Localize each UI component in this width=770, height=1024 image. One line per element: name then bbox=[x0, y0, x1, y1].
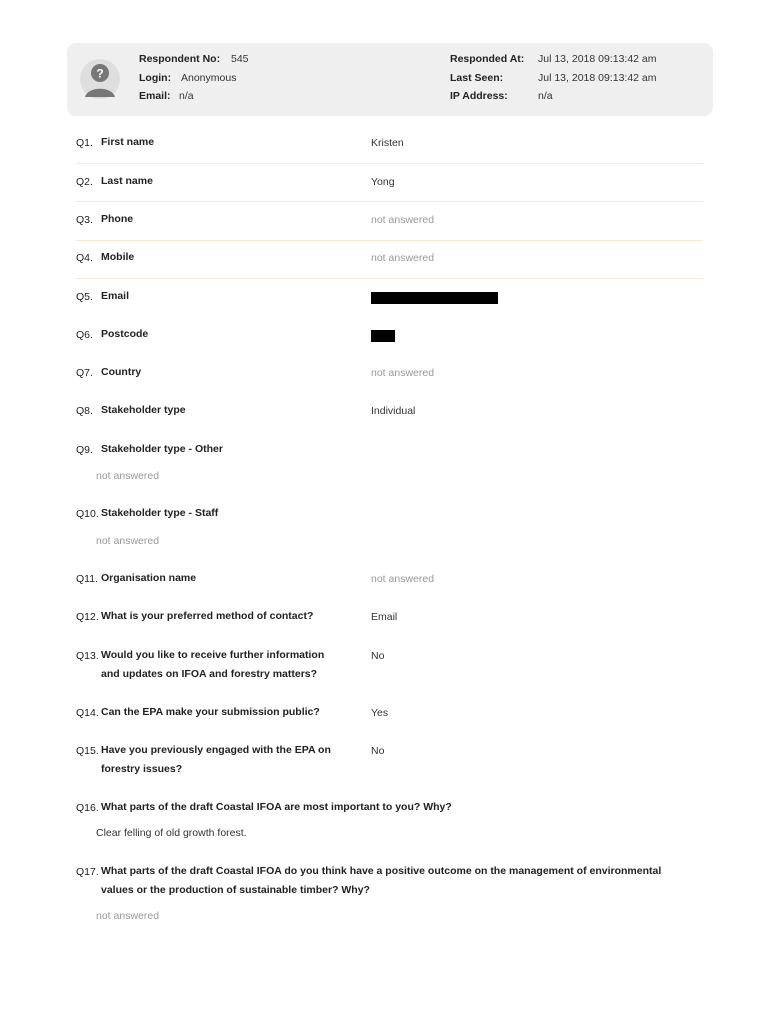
answer-value: No bbox=[371, 650, 385, 662]
answer-value: Clear felling of old growth forest. bbox=[96, 827, 247, 839]
row-divider bbox=[76, 163, 703, 164]
row-divider bbox=[76, 278, 703, 279]
row-divider bbox=[76, 201, 703, 202]
question-text bbox=[101, 646, 324, 684]
question-number: Q17. bbox=[76, 866, 99, 878]
login-value: Anonymous bbox=[181, 72, 237, 84]
question-text: Stakeholder type bbox=[101, 404, 186, 416]
answer-value: Kristen bbox=[371, 137, 404, 149]
question-number: Q9. bbox=[76, 444, 93, 456]
question-text: Postcode bbox=[101, 328, 149, 340]
ip-label: IP Address: bbox=[450, 90, 508, 102]
question-text-line: forestry issues? bbox=[101, 763, 183, 775]
ip-value: n/a bbox=[538, 90, 553, 102]
respondent-no-value: 545 bbox=[231, 53, 249, 65]
answer-value: not answered bbox=[371, 367, 435, 379]
question-text-line: What parts of the draft Coastal IFOA do you think have a positive outcome on the management of environmental bbox=[101, 865, 662, 877]
email-label: Email: bbox=[139, 90, 171, 102]
question-number: Q6. bbox=[76, 329, 93, 341]
login-label: Login: bbox=[139, 72, 172, 84]
redacted-postcode bbox=[371, 330, 395, 342]
question-text-line: Have you previously engaged with the EPA on bbox=[101, 744, 331, 756]
question-number: Q15. bbox=[76, 745, 99, 757]
question-text: Last name bbox=[101, 175, 153, 187]
question-number: Q7. bbox=[76, 367, 93, 379]
answer-value: not answered bbox=[96, 470, 160, 482]
last-seen-label: Last Seen: bbox=[450, 72, 504, 84]
question-text bbox=[101, 862, 713, 900]
respondent-header bbox=[67, 43, 713, 116]
answer-value: No bbox=[371, 745, 385, 757]
question-number: Q8. bbox=[76, 405, 93, 417]
question-number: Q10. bbox=[76, 508, 99, 520]
question-text-line: values or the production of sustainable timber? Why? bbox=[101, 884, 370, 896]
email-value: n/a bbox=[179, 90, 194, 102]
last-seen-value: Jul 13, 2018 09:13:42 am bbox=[538, 72, 657, 84]
question-text: Country bbox=[101, 366, 142, 378]
answer-value: not answered bbox=[96, 910, 160, 922]
responded-at-value: Jul 13, 2018 09:13:42 am bbox=[538, 53, 657, 65]
question-text: Mobile bbox=[101, 251, 135, 263]
question-number: Q2. bbox=[76, 176, 93, 188]
answer-value: not answered bbox=[371, 252, 435, 264]
question-number: Q14. bbox=[76, 707, 99, 719]
question-text-line: and updates on IFOA and forestry matters? bbox=[101, 668, 318, 680]
answer-value: not answered bbox=[96, 535, 160, 547]
answer-value: Yes bbox=[371, 707, 389, 719]
svg-text:?: ? bbox=[96, 66, 104, 81]
answer-value: Individual bbox=[371, 405, 416, 417]
question-number: Q4. bbox=[76, 252, 93, 264]
question-number: Q12. bbox=[76, 611, 99, 623]
question-text-line: Would you like to receive further information bbox=[101, 649, 325, 661]
question-text: What parts of the draft Coastal IFOA are most important to you? Why? bbox=[101, 801, 452, 813]
row-divider bbox=[76, 240, 703, 241]
question-text: Can the EPA make your submission public? bbox=[101, 706, 320, 718]
question-text: Phone bbox=[101, 213, 134, 225]
answer-value: Email bbox=[371, 611, 398, 623]
question-number: Q1. bbox=[76, 137, 93, 149]
question-text: Email bbox=[101, 290, 130, 302]
answer-value: not answered bbox=[371, 573, 435, 585]
question-text: What is your preferred method of contact? bbox=[101, 610, 314, 622]
question-text bbox=[101, 741, 331, 779]
question-text: Stakeholder type - Other bbox=[101, 443, 223, 455]
question-text: First name bbox=[101, 136, 155, 148]
question-number: Q11. bbox=[76, 573, 98, 585]
question-text: Organisation name bbox=[101, 572, 197, 584]
responded-at-label: Responded At: bbox=[450, 53, 525, 65]
question-number: Q3. bbox=[76, 214, 93, 226]
question-number: Q13. bbox=[76, 650, 99, 662]
redacted-email bbox=[371, 292, 498, 304]
question-text: Stakeholder type - Staff bbox=[101, 507, 219, 519]
question-number: Q16. bbox=[76, 802, 99, 814]
question-number: Q5. bbox=[76, 291, 93, 303]
answer-value: not answered bbox=[371, 214, 435, 226]
answer-value: Yong bbox=[371, 176, 395, 188]
respondent-no-label: Respondent No: bbox=[139, 53, 221, 65]
avatar-icon bbox=[80, 59, 120, 99]
